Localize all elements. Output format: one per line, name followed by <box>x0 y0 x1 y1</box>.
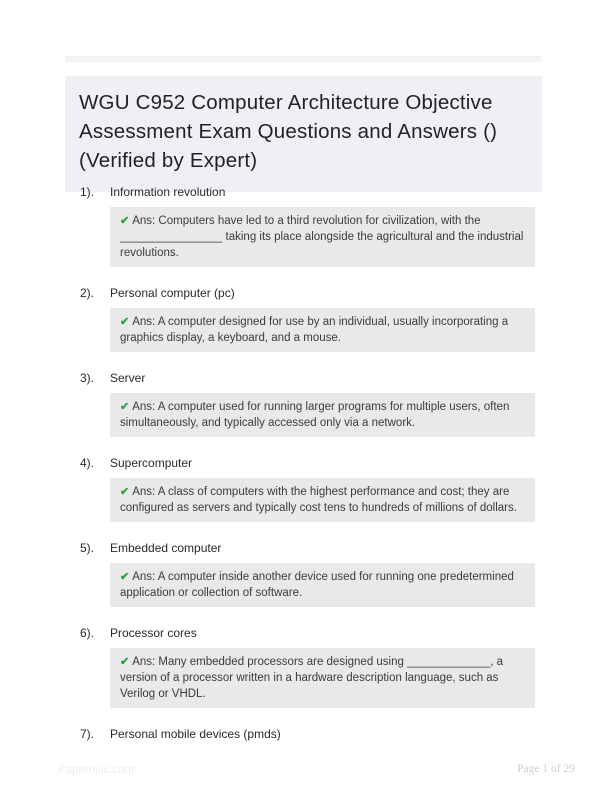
check-icon: ✔ <box>120 656 130 668</box>
list-item <box>80 727 542 742</box>
question-term: Information revolution <box>110 185 226 199</box>
question-number: 2). <box>80 286 95 300</box>
question-row <box>80 541 542 556</box>
top-divider <box>65 56 542 62</box>
check-icon: ✔ <box>120 486 130 498</box>
question-row <box>80 185 542 200</box>
answer-text: Ans: Many embedded processors are designed using _____________, a version of a processor written in a hardware description language, such as Verilog or VHDL. <box>120 656 504 700</box>
answer-box <box>110 648 535 708</box>
check-icon: ✔ <box>120 316 130 328</box>
question-row <box>80 727 542 742</box>
question-row <box>80 371 542 386</box>
answer-box <box>110 393 535 437</box>
list-item <box>80 185 542 267</box>
list-item <box>80 286 542 352</box>
list-item <box>80 541 542 607</box>
question-number: 1). <box>80 185 95 199</box>
answer-text: Ans: A computer designed for use by an individual, usually incorporating a graphics display, a keyboard, and a mouse. <box>120 316 509 344</box>
title-block <box>65 76 542 192</box>
check-icon: ✔ <box>120 571 130 583</box>
question-number: 4). <box>80 456 95 470</box>
question-term: Supercomputer <box>110 456 193 470</box>
question-number: 5). <box>80 541 95 555</box>
question-number: 6). <box>80 626 95 640</box>
list-item <box>80 626 542 708</box>
question-number: 3). <box>80 371 95 385</box>
question-row <box>80 286 542 301</box>
answer-text: Ans: A computer inside another device used for running one predetermined application or collection of software. <box>120 571 514 599</box>
answer-text: Ans: Computers have led to a third revolution for civilization, with the ________________ taking its place alongside the agricultural and the industrial revolutions. <box>120 215 524 259</box>
answer-box <box>110 563 535 607</box>
question-term: Processor cores <box>110 626 197 640</box>
check-icon: ✔ <box>120 215 130 227</box>
list-item <box>80 371 542 437</box>
question-list <box>80 185 542 761</box>
page-title: WGU C952 Computer Architecture Objective Assessment Exam Questions and Answers () (Verified by Expert) <box>79 91 498 172</box>
question-term: Server <box>110 371 146 385</box>
answer-box <box>110 478 535 522</box>
question-row <box>80 626 542 641</box>
page-number: Page 1 of 29 <box>517 763 575 775</box>
question-term: Personal mobile devices (pmds) <box>110 727 281 741</box>
answer-text: Ans: A class of computers with the highest performance and cost; they are configured as servers and typically cost tens to hundreds of millions of dollars. <box>120 486 517 514</box>
question-term: Personal computer (pc) <box>110 286 235 300</box>
answer-text: Ans: A computer used for running larger programs for multiple users, often simultaneously, and typically accessed only via a network. <box>120 401 510 429</box>
answer-box <box>110 308 535 352</box>
question-term: Embedded computer <box>110 541 222 555</box>
answer-box <box>110 207 535 267</box>
watermark-text: Paperhilic.com <box>58 764 135 776</box>
question-number: 7). <box>80 727 95 741</box>
question-row <box>80 456 542 471</box>
check-icon: ✔ <box>120 401 130 413</box>
list-item <box>80 456 542 522</box>
